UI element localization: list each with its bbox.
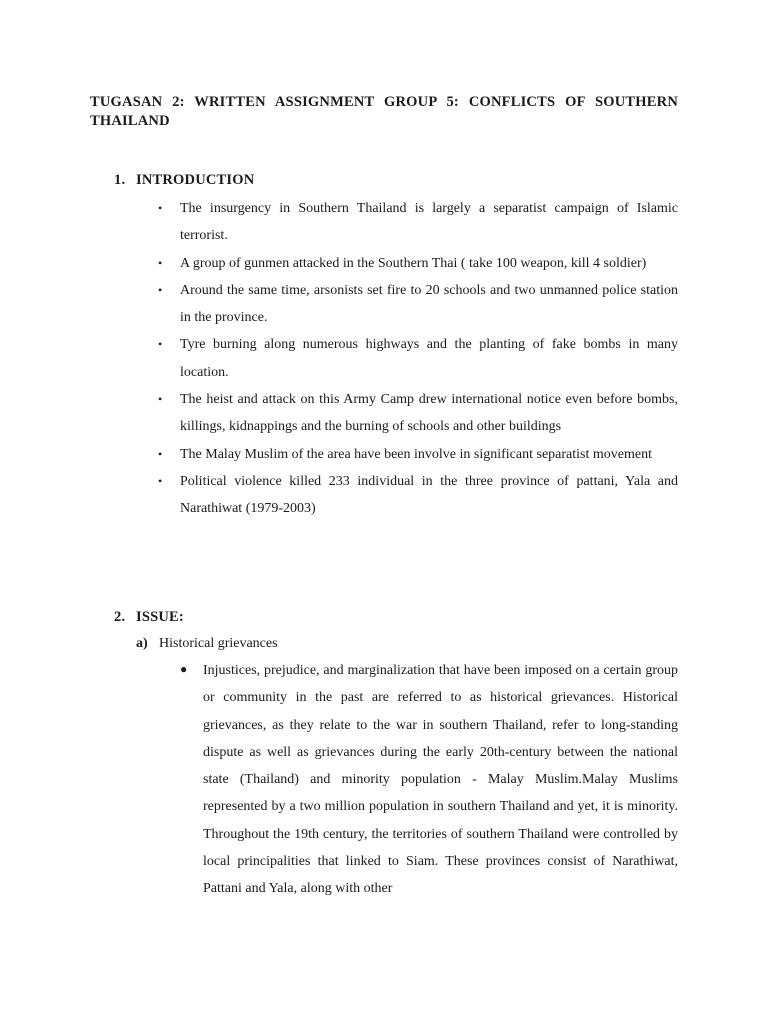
bullet-icon: • [158,201,163,215]
section-heading-issue [114,607,184,627]
list-item-text: The heist and attack on this Army Camp drew international notice even before bombs, killings, kidnappings and the burning of schools and other buildings [180,392,678,435]
subsection-label: a) [136,636,148,651]
introduction-bullet-list [158,195,678,523]
list-item-text: The insurgency in Southern Thailand is largely a separatist campaign of Islamic terrorist. [180,201,678,244]
list-item [158,250,678,277]
bullet-icon: • [158,473,163,488]
section-heading-introduction [114,170,254,190]
bullet-icon: • [158,255,163,270]
list-item [158,195,678,250]
section-heading-text: INTRODUCTION [136,172,255,188]
list-item [158,277,678,332]
section-number: 1. [114,172,126,188]
list-item [158,441,678,468]
document-title: TUGASAN 2: WRITTEN ASSIGNMENT GROUP 5: CONFLICTS OF SOUTHERN THAILAND [90,94,678,129]
bullet-icon: • [158,392,163,407]
bullet-icon: • [158,337,163,352]
section-heading-text: ISSUE: [136,609,184,625]
list-item-text: Political violence killed 233 individual in the three province of pattani, Yala and Narathiwat (1979-2003) [180,473,678,517]
list-item-text: A group of gunmen attacked in the Southern Thai ( take 100 weapon, kill 4 soldier) [180,255,647,271]
section-number: 2. [114,609,126,625]
list-item-text: Tyre burning along numerous highways and the planting of fake bombs in many location. [180,337,678,380]
bullet-icon: • [158,446,163,461]
bullet-icon: ● [180,662,188,676]
bullet-icon: • [158,282,163,297]
list-item [158,386,678,441]
list-item-text: The Malay Muslim of the area have been involve in significant separatist movement [180,446,652,462]
historical-grievances-paragraph: Injustices, prejudice, and marginalization that have been imposed on a certain group or community in the past are referred to as historical grievances. Historical grievances, as they relate to the war in southern Thailand, refer to long-standing dispute as well as grievances during the early 20th-century between the national state (Thailand) and minority population - Malay Muslim.Malay Muslims represented by a two million population in southern Thailand and yet, it is minority. Throughout the 19th century, the territories of southern Thailand were controlled by local principalities that linked to Siam. These provinces consist of Narathiwat, Pattani and Yala, along with other [203,663,678,897]
list-item [158,331,678,386]
subsection-heading [136,634,278,654]
list-item-text: Around the same time, arsonists set fire to 20 schools and two unmanned police station in the province. [180,282,678,326]
subsection-title: Historical grievances [159,636,278,651]
list-item [158,468,678,523]
